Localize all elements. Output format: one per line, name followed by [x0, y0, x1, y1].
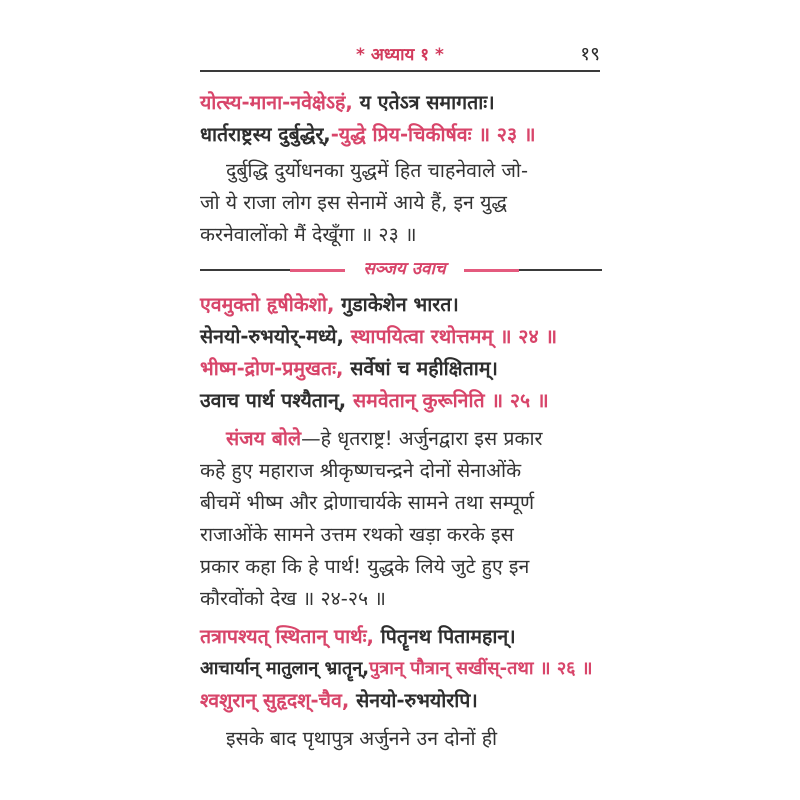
translation-26-line-1: इसके बाद पृथापुत्र अर्जुनने उन दोनों ही	[226, 727, 498, 750]
verse-phrase: उवाच पार्थ पश्यैतान्,	[200, 389, 347, 412]
verse-phrase: एवमुक्तो हृषीकेशो,	[200, 293, 335, 316]
verse-phrase: योत्स्य-माना-नवेक्षेऽहं,	[200, 91, 353, 114]
verse-phrase: श्वशुरान् सुहृदश्-चैव,	[200, 689, 350, 712]
verse-23-line-2	[200, 118, 602, 152]
speaker-name: संजय बोले	[226, 427, 302, 450]
verse-26-line-3	[200, 684, 602, 718]
verse-phrase: सर्वेषां च महीक्षिताम्।	[350, 357, 498, 380]
section-divider	[200, 256, 602, 284]
page-header	[200, 40, 600, 70]
translation-23-line-3: करनेवालोंको मैं देखूँगा ॥ २३ ॥	[200, 223, 417, 246]
translation-2425-line-2: कहे हुए महाराज श्रीकृष्णचन्द्रने दोनों सेनाओंके	[200, 459, 522, 482]
verse-23-line-1	[200, 86, 602, 120]
translation-2425-line-5: प्रकार कहा कि हे पार्थ! युद्धके लिये जुटे हुए इन	[200, 555, 530, 578]
verse-phrase: सेनयो-रुभयोरपि।	[356, 689, 478, 712]
header-divider	[200, 70, 600, 72]
verse-24-line-1	[200, 288, 602, 322]
section-heading: सञ्जय उवाच	[363, 259, 446, 279]
verse-phrase: सेनयो-रुभयोर्-मध्ये,	[200, 325, 344, 348]
translation-2425-line-4: राजाओंके सामने उत्तम रथको खड़ा करके इस	[200, 523, 514, 546]
verse-phrase: य एतेऽत्र समागताः।	[359, 91, 495, 114]
verse-phrase: समवेतान् कुरूनिति ॥ २५ ॥	[353, 389, 549, 412]
verse-24-line-2	[200, 320, 602, 354]
translation-23-line-2: जो ये राजा लोग इस सेनामें आये हैं, इन युद्ध	[200, 191, 507, 214]
verse-phrase: आचार्यान् मातुलान् भ्रातॄन्,	[200, 658, 370, 679]
verse-phrase: -युद्धे प्रिय-चिकीर्षवः ॥ २३ ॥	[330, 123, 536, 146]
translation-text: —हे धृतराष्ट्र! अर्जुनद्वारा इस प्रकार	[301, 427, 543, 450]
verse-phrase: गुडाकेशेन भारत।	[341, 293, 459, 316]
verse-phrase: पुत्रान् पौत्रान् सखींस्-तथा ॥ २६ ॥	[369, 658, 593, 679]
verse-phrase: स्थापयित्वा रथोत्तमम् ॥ २४ ॥	[350, 325, 558, 348]
verse-25-line-1	[200, 352, 602, 386]
verse-phrase: धार्तराष्ट्रस्य दुर्बुद्धेर्,	[200, 123, 331, 146]
verse-phrase: भीष्म-द्रोण-प्रमुखतः,	[200, 357, 344, 380]
verse-26-line-2	[200, 652, 602, 686]
translation-23-line-1: दुर्बुद्धि दुर्योधनका युद्धमें हित चाहनेवाले जो-	[226, 159, 529, 182]
translation-2425-line-1	[226, 422, 602, 456]
page-number: १९	[580, 43, 600, 65]
verse-phrase: पितॄनथ पितामहान्।	[380, 625, 516, 648]
chapter-title: * अध्याय १ *	[356, 45, 444, 65]
verse-phrase: तत्रापश्यत् स्थितान् पार्थः,	[200, 625, 374, 648]
verse-26-line-1	[200, 620, 602, 654]
verse-25-line-2	[200, 384, 602, 418]
translation-2425-line-6: कौरवोंको देख ॥ २४-२५ ॥	[200, 587, 386, 610]
translation-2425-line-3: बीचमें भीष्म और द्रोणाचार्यके सामने तथा सम्पूर्ण	[200, 491, 535, 514]
